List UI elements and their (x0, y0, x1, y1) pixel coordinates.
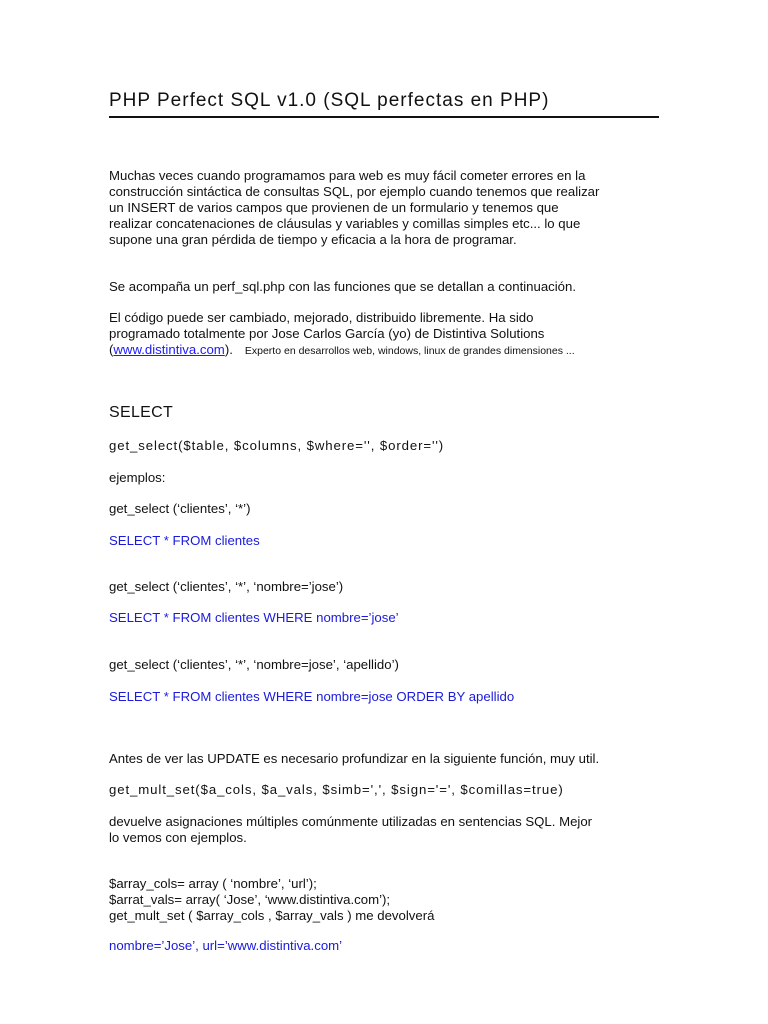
intro-line: realizar concatenaciones de cláusulas y variables y comillas simples etc... lo que (109, 216, 581, 231)
paren-open: ( (109, 342, 114, 357)
intro-paragraph (109, 168, 669, 248)
paren-close: ). (224, 342, 233, 357)
mult-set-description (109, 814, 669, 846)
distintiva-link[interactable]: www.distintiva.com (113, 342, 225, 357)
example-3-sql: SELECT * FROM clientes WHERE nombre=jose ORDER BY apellido (109, 689, 515, 704)
example-2-sql: SELECT * FROM clientes WHERE nombre=’jose’ (109, 610, 399, 625)
examples-label: ejemplos: (109, 470, 166, 485)
select-heading: SELECT (109, 404, 174, 421)
intro-line: construcción sintáctica de consultas SQL, por ejemplo cuando tenemos que realizar (109, 184, 600, 199)
license-paragraph (109, 310, 669, 359)
license-line: El código puede ser cambiado, mejorado, distribuido libremente. Ha sido (109, 310, 534, 325)
accompany-paragraph: Se acompaña un perf_sql.php con las funciones que se detallan a continuación. (109, 279, 577, 294)
example-3-call: get_select (‘clientes’, ‘*’, ‘nombre=jose’, ‘apellido’) (109, 657, 399, 672)
get-select-signature: get_select($table, $columns, $where='', $order='') (109, 438, 445, 453)
mult-set-signature: get_mult_set($a_cols, $a_vals, $simb=',', $sign='=', $comillas=true) (109, 782, 564, 797)
code-example (109, 876, 669, 924)
intro-line: Muchas veces cuando programamos para web es muy fácil cometer errores en la (109, 168, 586, 183)
update-intro: Antes de ver las UPDATE es necesario profundizar en la siguiente función, muy util. (109, 751, 600, 766)
expert-note: Experto en desarrollos web, windows, linux de grandes dimensiones ... (244, 345, 575, 357)
example-1-call: get_select (‘clientes’, ‘*’) (109, 501, 251, 516)
description-line: devuelve asignaciones múltiples comúnmente utilizadas en sentencias SQL. Mejor (109, 814, 593, 829)
description-line: lo vemos con ejemplos. (109, 830, 247, 845)
license-line-with-link (109, 342, 669, 359)
code-line: $array_cols= array ( ‘nombre’, ‘url’); (109, 876, 317, 891)
intro-line: supone una gran pérdida de tiempo y eficacia a la hora de programar. (109, 232, 517, 247)
example-2-call: get_select (‘clientes’, ‘*’, ‘nombre=’jose’) (109, 579, 344, 594)
mult-set-result: nombre=’Jose’, url=’www.distintiva.com’ (109, 938, 343, 953)
intro-line: un INSERT de varios campos que provienen de un formulario y tenemos que (109, 200, 559, 215)
example-1-sql: SELECT * FROM clientes (109, 533, 260, 548)
code-line: get_mult_set ( $array_cols , $array_vals ) me devolverá (109, 908, 435, 923)
code-line: $arrat_vals= array( ‘Jose’, ‘www.distintiva.com’); (109, 892, 391, 907)
license-line: programado totalmente por Jose Carlos García (yo) de Distintiva Solutions (109, 326, 545, 341)
page-title: PHP Perfect SQL v1.0 (SQL perfectas en PHP) (109, 90, 659, 118)
